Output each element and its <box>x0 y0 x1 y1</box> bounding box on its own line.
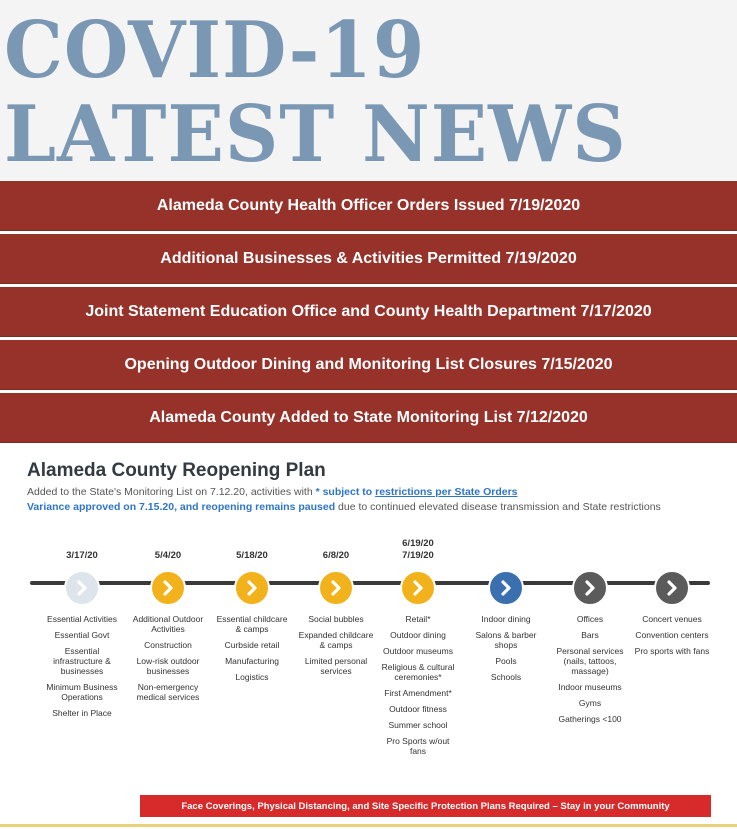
phase-marker <box>318 570 354 606</box>
bottom-divider <box>0 824 737 827</box>
phase-activity: Gyms <box>578 698 602 708</box>
phase-activity: Bars <box>581 630 599 640</box>
phase-activity: Retail* <box>405 614 431 624</box>
safety-banner: Face Coverings, Physical Distancing, and Site Specific Protection Plans Required – Stay in your Community <box>140 795 711 817</box>
phase-activity: Outdoor museums <box>383 646 453 656</box>
news-link-monitoring-list[interactable]: Alameda County Added to State Monitoring List 7/12/2020 <box>0 393 737 443</box>
news-link-additional-businesses[interactable]: Additional Businesses & Activities Permitted 7/19/2020 <box>0 234 737 284</box>
phase-marker <box>400 570 436 606</box>
phase-activity: Outdoor fitness <box>389 704 447 714</box>
timeline-phase-1 <box>42 536 122 724</box>
phase-marker <box>234 570 270 606</box>
phase-date-text: 5/18/20 <box>236 550 268 561</box>
phase-activity: Essential childcare & camps <box>216 614 288 634</box>
timeline-phase-7 <box>550 536 630 730</box>
phase-activity: Summer school <box>388 720 448 730</box>
chevron-right-icon <box>410 580 426 596</box>
chevron-right-icon <box>160 580 176 596</box>
chevron-right-icon <box>498 580 514 596</box>
phase-activity: Expanded childcare & camps <box>298 630 374 650</box>
phase-date <box>128 536 208 562</box>
phase-date <box>550 536 630 562</box>
news-link-health-officer-orders[interactable]: Alameda County Health Officer Orders Issued 7/19/2020 <box>0 181 737 231</box>
timeline-phase-5 <box>378 536 458 762</box>
phase-activity: Essential Activities <box>47 614 117 624</box>
phase-activities <box>632 614 712 656</box>
plan-subtitle-1 <box>27 486 518 498</box>
phase-activity: Religious & cultural ceremonies* <box>381 662 455 682</box>
news-list <box>0 181 737 446</box>
phase-activity: Convention centers <box>635 630 709 640</box>
timeline-phase-3 <box>212 536 292 688</box>
phase-date <box>378 536 458 562</box>
plan-subtitle-2-text: due to continued elevated disease transmission and State restrictions <box>335 501 661 513</box>
phase-activity: Outdoor dining <box>390 630 446 640</box>
timeline-phase-8 <box>632 536 712 662</box>
phase-activity: Curbside retail <box>224 640 280 650</box>
plan-title: Alameda County Reopening Plan <box>27 460 326 481</box>
phase-activities <box>212 614 292 682</box>
phase-activity: Salons & barber shops <box>475 630 537 650</box>
phase-date <box>296 536 376 562</box>
phase-activity: Essential infrastructure & businesses <box>53 646 111 676</box>
phase-marker <box>654 570 690 606</box>
phase-date-text: 5/4/20 <box>154 550 182 561</box>
phase-activity: Logistics <box>235 672 269 682</box>
phase-marker <box>572 570 608 606</box>
phase-date-text: 6/19/20 <box>402 538 434 549</box>
phase-activities <box>550 614 630 724</box>
phase-activity: Shelter in Place <box>52 708 112 718</box>
phase-activities <box>466 614 546 682</box>
phase-activity: Gatherings <100 <box>558 714 622 724</box>
phase-date-text: 3/17/20 <box>66 550 98 561</box>
phase-activities <box>128 614 208 702</box>
reopening-plan-graphic <box>0 446 737 829</box>
phase-activity: Social bubbles <box>308 614 364 624</box>
phase-activity: Manufacturing <box>225 656 279 666</box>
phase-date <box>466 536 546 562</box>
chevron-right-icon <box>74 580 90 596</box>
hero-title-line-2: LATEST NEWS <box>4 89 627 180</box>
timeline-phase-2 <box>128 536 208 708</box>
hero-title-line-1: COVID-19 <box>4 5 426 97</box>
plan-subtitle-1-asterisk: * subject to <box>315 486 373 498</box>
phase-date <box>42 536 122 562</box>
phase-activity: Pools <box>495 656 517 666</box>
phase-activity: Pro sports with fans <box>634 646 710 656</box>
chevron-right-icon <box>244 580 260 596</box>
phase-activity: Non-emergency medical services <box>136 682 200 702</box>
phase-marker <box>488 570 524 606</box>
phase-marker <box>150 570 186 606</box>
phase-activities <box>378 614 458 756</box>
restrictions-link[interactable]: restrictions per State Orders <box>375 486 518 498</box>
chevron-right-icon <box>664 580 680 596</box>
timeline-phase-6 <box>466 536 546 688</box>
phase-activities <box>42 614 122 718</box>
plan-subtitle-2 <box>27 501 661 513</box>
phase-activity: Low-risk outdoor businesses <box>136 656 200 676</box>
phase-activity: Schools <box>490 672 522 682</box>
phase-activity: Indoor dining <box>481 614 531 624</box>
phase-activity: Pro Sports w/out fans <box>386 736 450 756</box>
phase-date-text: 6/8/20 <box>322 550 350 561</box>
phase-date-text: 7/19/20 <box>402 550 434 561</box>
plan-subtitle-1-text: Added to the State's Monitoring List on 7.12.20, activities with <box>27 486 316 498</box>
phase-activity: Minimum Business Operations <box>46 682 118 702</box>
chevron-right-icon <box>328 580 344 596</box>
phase-activity: Concert venues <box>642 614 702 624</box>
phase-marker <box>64 570 100 606</box>
phase-activity: Offices <box>576 614 604 624</box>
phase-activity: Construction <box>144 640 192 650</box>
phase-activity: Essential Govt <box>54 630 110 640</box>
timeline-phase-4 <box>296 536 376 682</box>
phase-activity: Additional Outdoor Activities <box>132 614 204 634</box>
plan-subtitle-2-highlight: Variance approved on 7.15.20, and reopening remains paused <box>27 501 336 513</box>
phase-activity: Indoor museums <box>558 682 622 692</box>
phase-activity: Personal services (nails, tattoos, massage) <box>556 646 624 676</box>
phase-activity: First Amendment* <box>384 688 452 698</box>
news-link-joint-statement[interactable]: Joint Statement Education Office and County Health Department 7/17/2020 <box>0 287 737 337</box>
chevron-right-icon <box>582 580 598 596</box>
phase-activities <box>296 614 376 676</box>
phase-activity: Limited personal services <box>304 656 368 676</box>
news-link-outdoor-dining[interactable]: Opening Outdoor Dining and Monitoring List Closures 7/15/2020 <box>0 340 737 390</box>
phase-date <box>632 536 712 562</box>
hero-banner <box>0 0 737 180</box>
phase-date <box>212 536 292 562</box>
